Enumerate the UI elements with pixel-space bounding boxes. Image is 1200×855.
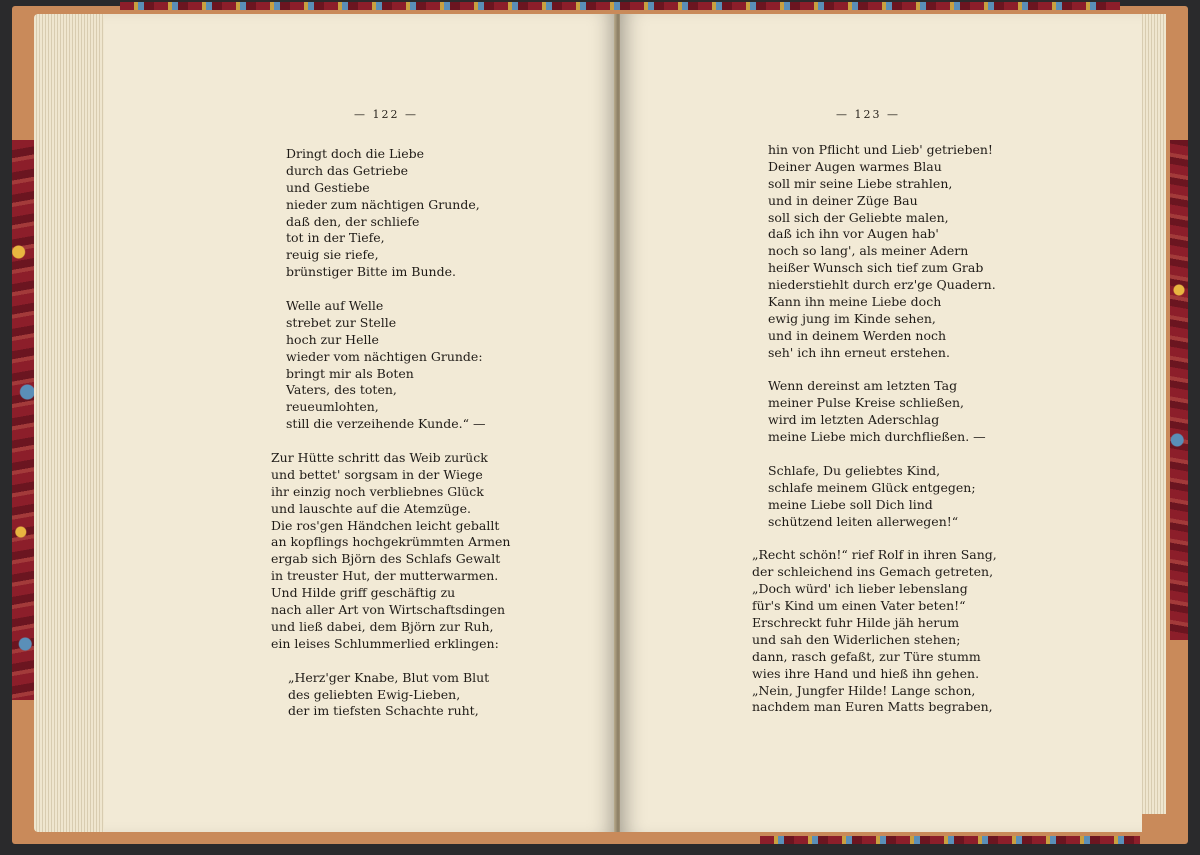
text-line: nachdem man Euren Matts begraben, — [752, 699, 993, 715]
marbled-edge-top — [120, 2, 1120, 10]
right-page — [620, 14, 1142, 832]
text-line: wird im letzten Aderschlag — [768, 412, 940, 428]
text-line: brünstiger Bitte im Bunde. — [286, 264, 456, 280]
text-line — [768, 530, 997, 547]
text-line: soll sich der Geliebte malen, — [768, 209, 949, 225]
text-line: für's Kind um einen Vater beten!“ — [752, 598, 966, 614]
text-line: wies ihre Hand und hieß ihn gehen. — [752, 665, 980, 681]
text-line: ergab sich Björn des Schlafs Gewalt — [271, 551, 501, 567]
text-line: Vaters, des toten, — [286, 382, 397, 398]
text-line: niederstiehlt durch erz'ge Quadern. — [768, 277, 996, 293]
text-line: meine Liebe mich durchfließen. — — [768, 429, 986, 445]
text-line: Und Hilde griff geschäftig zu — [271, 585, 456, 601]
text-line: meiner Pulse Kreise schließen, — [768, 395, 965, 411]
text-line: schützend leiten allerwegen!“ — [768, 513, 959, 529]
text-line — [286, 281, 510, 298]
text-line — [286, 433, 510, 450]
text-line: in treuster Hut, der mutterwarmen. — [271, 568, 499, 584]
text-line: der schleichend ins Gemach getreten, — [752, 564, 994, 580]
text-line — [768, 446, 997, 463]
text-line: Wenn dereinst am letzten Tag — [768, 378, 958, 394]
text-line: Erschreckt fuhr Hilde jäh herum — [752, 614, 960, 630]
left-page-text — [271, 146, 511, 720]
text-line: daß den, der schliefe — [286, 213, 420, 229]
text-line: reueumlohten, — [286, 399, 379, 415]
text-line: und sah den Widerlichen stehen; — [752, 631, 961, 647]
text-line: meine Liebe soll Dich lind — [768, 496, 933, 512]
text-line: reuig sie riefe, — [286, 247, 379, 263]
text-line — [286, 653, 510, 670]
text-line: hin von Pflicht und Lieb' getrieben! — [768, 142, 993, 157]
text-line: und lauschte auf die Atemzüge. — [271, 500, 471, 516]
text-line: seh' ich ihn erneut erstehen. — [768, 344, 950, 360]
text-line: dann, rasch gefaßt, zur Türe stumm — [752, 648, 981, 664]
text-line: nieder zum nächtigen Grunde, — [286, 196, 480, 212]
text-line: wieder vom nächtigen Grunde: — [286, 348, 483, 364]
marbled-endpaper-right — [1170, 140, 1188, 640]
text-line: „Herz'ger Knabe, Blut vom Blut — [288, 669, 490, 685]
text-line: strebet zur Stelle — [286, 314, 397, 330]
page-edges-right — [1140, 14, 1166, 814]
text-line: tot in der Tiefe, — [286, 230, 385, 246]
page-edges-left — [34, 14, 106, 832]
text-line: durch das Getriebe — [286, 162, 409, 178]
text-line: Schlafe, Du geliebtes Kind, — [768, 462, 941, 478]
text-line: und Gestiebe — [286, 179, 370, 195]
text-line: bringt mir als Boten — [286, 365, 414, 381]
text-line: und ließ dabei, dem Björn zur Ruh, — [271, 618, 494, 634]
text-line: Dringt doch die Liebe — [286, 146, 425, 161]
text-line: Deiner Augen warmes Blau — [768, 158, 942, 174]
text-line: „Recht schön!“ rief Rolf in ihren Sang, — [752, 547, 997, 563]
text-line: still die verzeihende Kunde.“ — — [286, 416, 486, 432]
text-line: Kann ihn meine Liebe doch — [768, 294, 942, 310]
text-line — [768, 362, 997, 379]
text-line: ewig jung im Kinde sehen, — [768, 310, 936, 326]
page-number-left: — 122 — — [354, 108, 418, 121]
text-line: und in deiner Züge Bau — [768, 192, 918, 208]
text-line: ein leises Schlummerlied erklingen: — [271, 635, 499, 651]
text-line: soll mir seine Liebe strahlen, — [768, 175, 953, 191]
right-page-text — [752, 142, 997, 716]
text-line: ihr einzig noch verbliebnes Glück — [271, 483, 484, 499]
page-number-right: — 123 — — [836, 108, 900, 121]
text-line: Welle auf Welle — [286, 298, 384, 314]
text-line: Die ros'gen Händchen leicht geballt — [271, 517, 500, 533]
text-line: des geliebten Ewig-Lieben, — [288, 686, 461, 702]
left-page — [104, 14, 616, 832]
text-line: nach aller Art von Wirtschaftsdingen — [271, 602, 506, 618]
text-line: „Nein, Jungfer Hilde! Lange schon, — [752, 682, 976, 698]
text-line: schlafe meinem Glück entgegen; — [768, 479, 976, 495]
marbled-edge-bottom — [760, 836, 1140, 844]
text-line: noch so lang', als meiner Adern — [768, 243, 969, 259]
text-line: und bettet' sorgsam in der Wiege — [271, 466, 483, 482]
marbled-endpaper-left — [12, 140, 34, 700]
text-line: daß ich ihn vor Augen hab' — [768, 226, 939, 242]
text-line: der im tiefsten Schachte ruht, — [288, 703, 479, 719]
text-line: an kopflings hochgekrümmten Armen — [271, 534, 511, 550]
text-line: heißer Wunsch sich tief zum Grab — [768, 260, 984, 276]
text-line: Zur Hütte schritt das Weib zurück — [271, 450, 488, 466]
text-line: „Doch würd' ich lieber lebenslang — [752, 581, 968, 597]
text-line: und in deinem Werden noch — [768, 327, 947, 343]
text-line: hoch zur Helle — [286, 331, 379, 347]
